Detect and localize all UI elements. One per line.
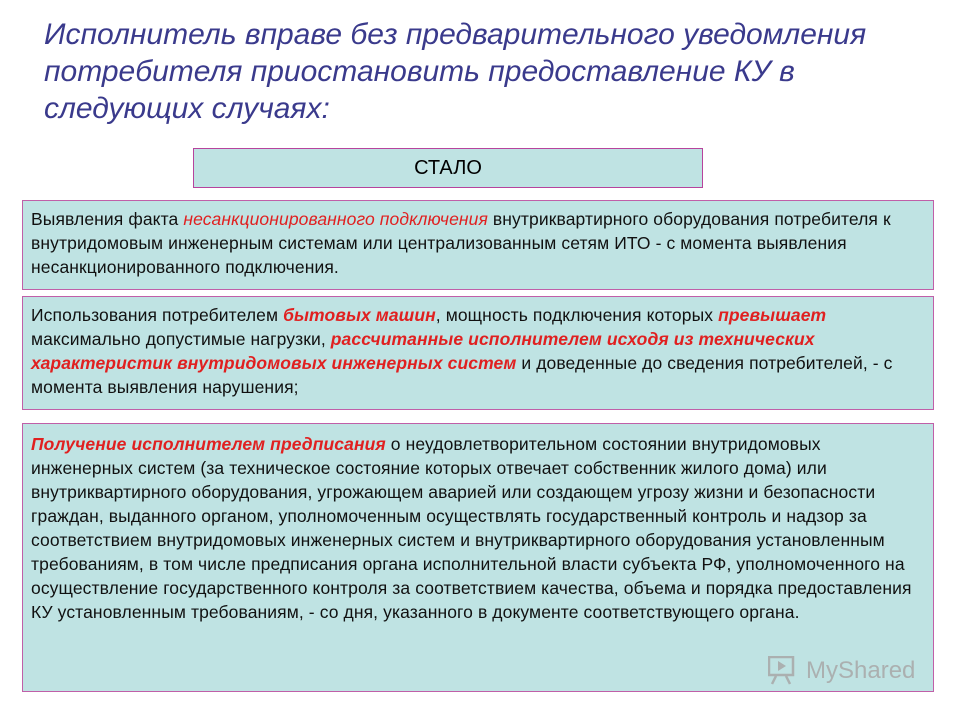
- case-box-prescription: [22, 423, 934, 692]
- case-text-3: [31, 432, 923, 624]
- highlight-unauthorized-connection: несанкционированного подключения: [183, 209, 488, 229]
- text-segment: и доведенные до сведения потребителей, - с момента выявления нарушения;: [31, 353, 893, 397]
- case-text-1: [31, 207, 923, 279]
- text-segment: максимально допустимые нагрузки,: [31, 329, 331, 349]
- text-segment: Выявления факта: [31, 209, 184, 229]
- case-text-2: [31, 303, 923, 399]
- highlight-household-machines: бытовых машин: [283, 305, 436, 325]
- highlight-prescription: Получение исполнителем предписания: [31, 434, 386, 454]
- slide-title: Исполнитель вправе без предварительного уведомления потребителя приостановить предоставление КУ в следующих случаях:: [44, 18, 867, 125]
- text-segment: внутриквартирного оборудования потребителя к внутридомовым инженерным системам или централизованным сетям ИТО - с момента выявления несанкционированного подключения.: [31, 209, 891, 277]
- highlight-calculated-loads: рассчитанные исполнителем исходя из технических характеристик внутридомовых инженерных систем: [31, 329, 815, 373]
- text-segment: о неудовлетворительном состоянии внутридомовых инженерных систем (за техническое состояние которых отвечает собственник жилого дома) или внутриквартирного оборудования, угрожающем аварией или создающем угрозу жизни и безопасности граждан, выданного органом, уполномоченным осуществлять государственный контроль и надзор за соответствием внутридомовых инженерных систем и внутриквартирного оборудования установленным требованиям, в том числе предписания органа исполнительной власти субъекта РФ, уполномоченного на осуществление государственного контроля за соответствием качества, объема и порядка предоставления КУ установленным требованиям, - со дня, указанного в документе соответствующего органа.: [31, 434, 912, 622]
- case-box-unauthorized-connection: [22, 200, 934, 290]
- slideshow-icon: [768, 656, 802, 686]
- case-box-household-machines: [22, 296, 934, 410]
- text-segment: Использования потребителем: [31, 305, 284, 325]
- text-segment: , мощность подключения которых: [435, 305, 719, 325]
- watermark-text: MyShared: [806, 657, 916, 684]
- watermark: [768, 654, 915, 688]
- highlight-exceeds: превышает: [718, 305, 827, 325]
- label-stalo: СТАЛО: [193, 148, 703, 188]
